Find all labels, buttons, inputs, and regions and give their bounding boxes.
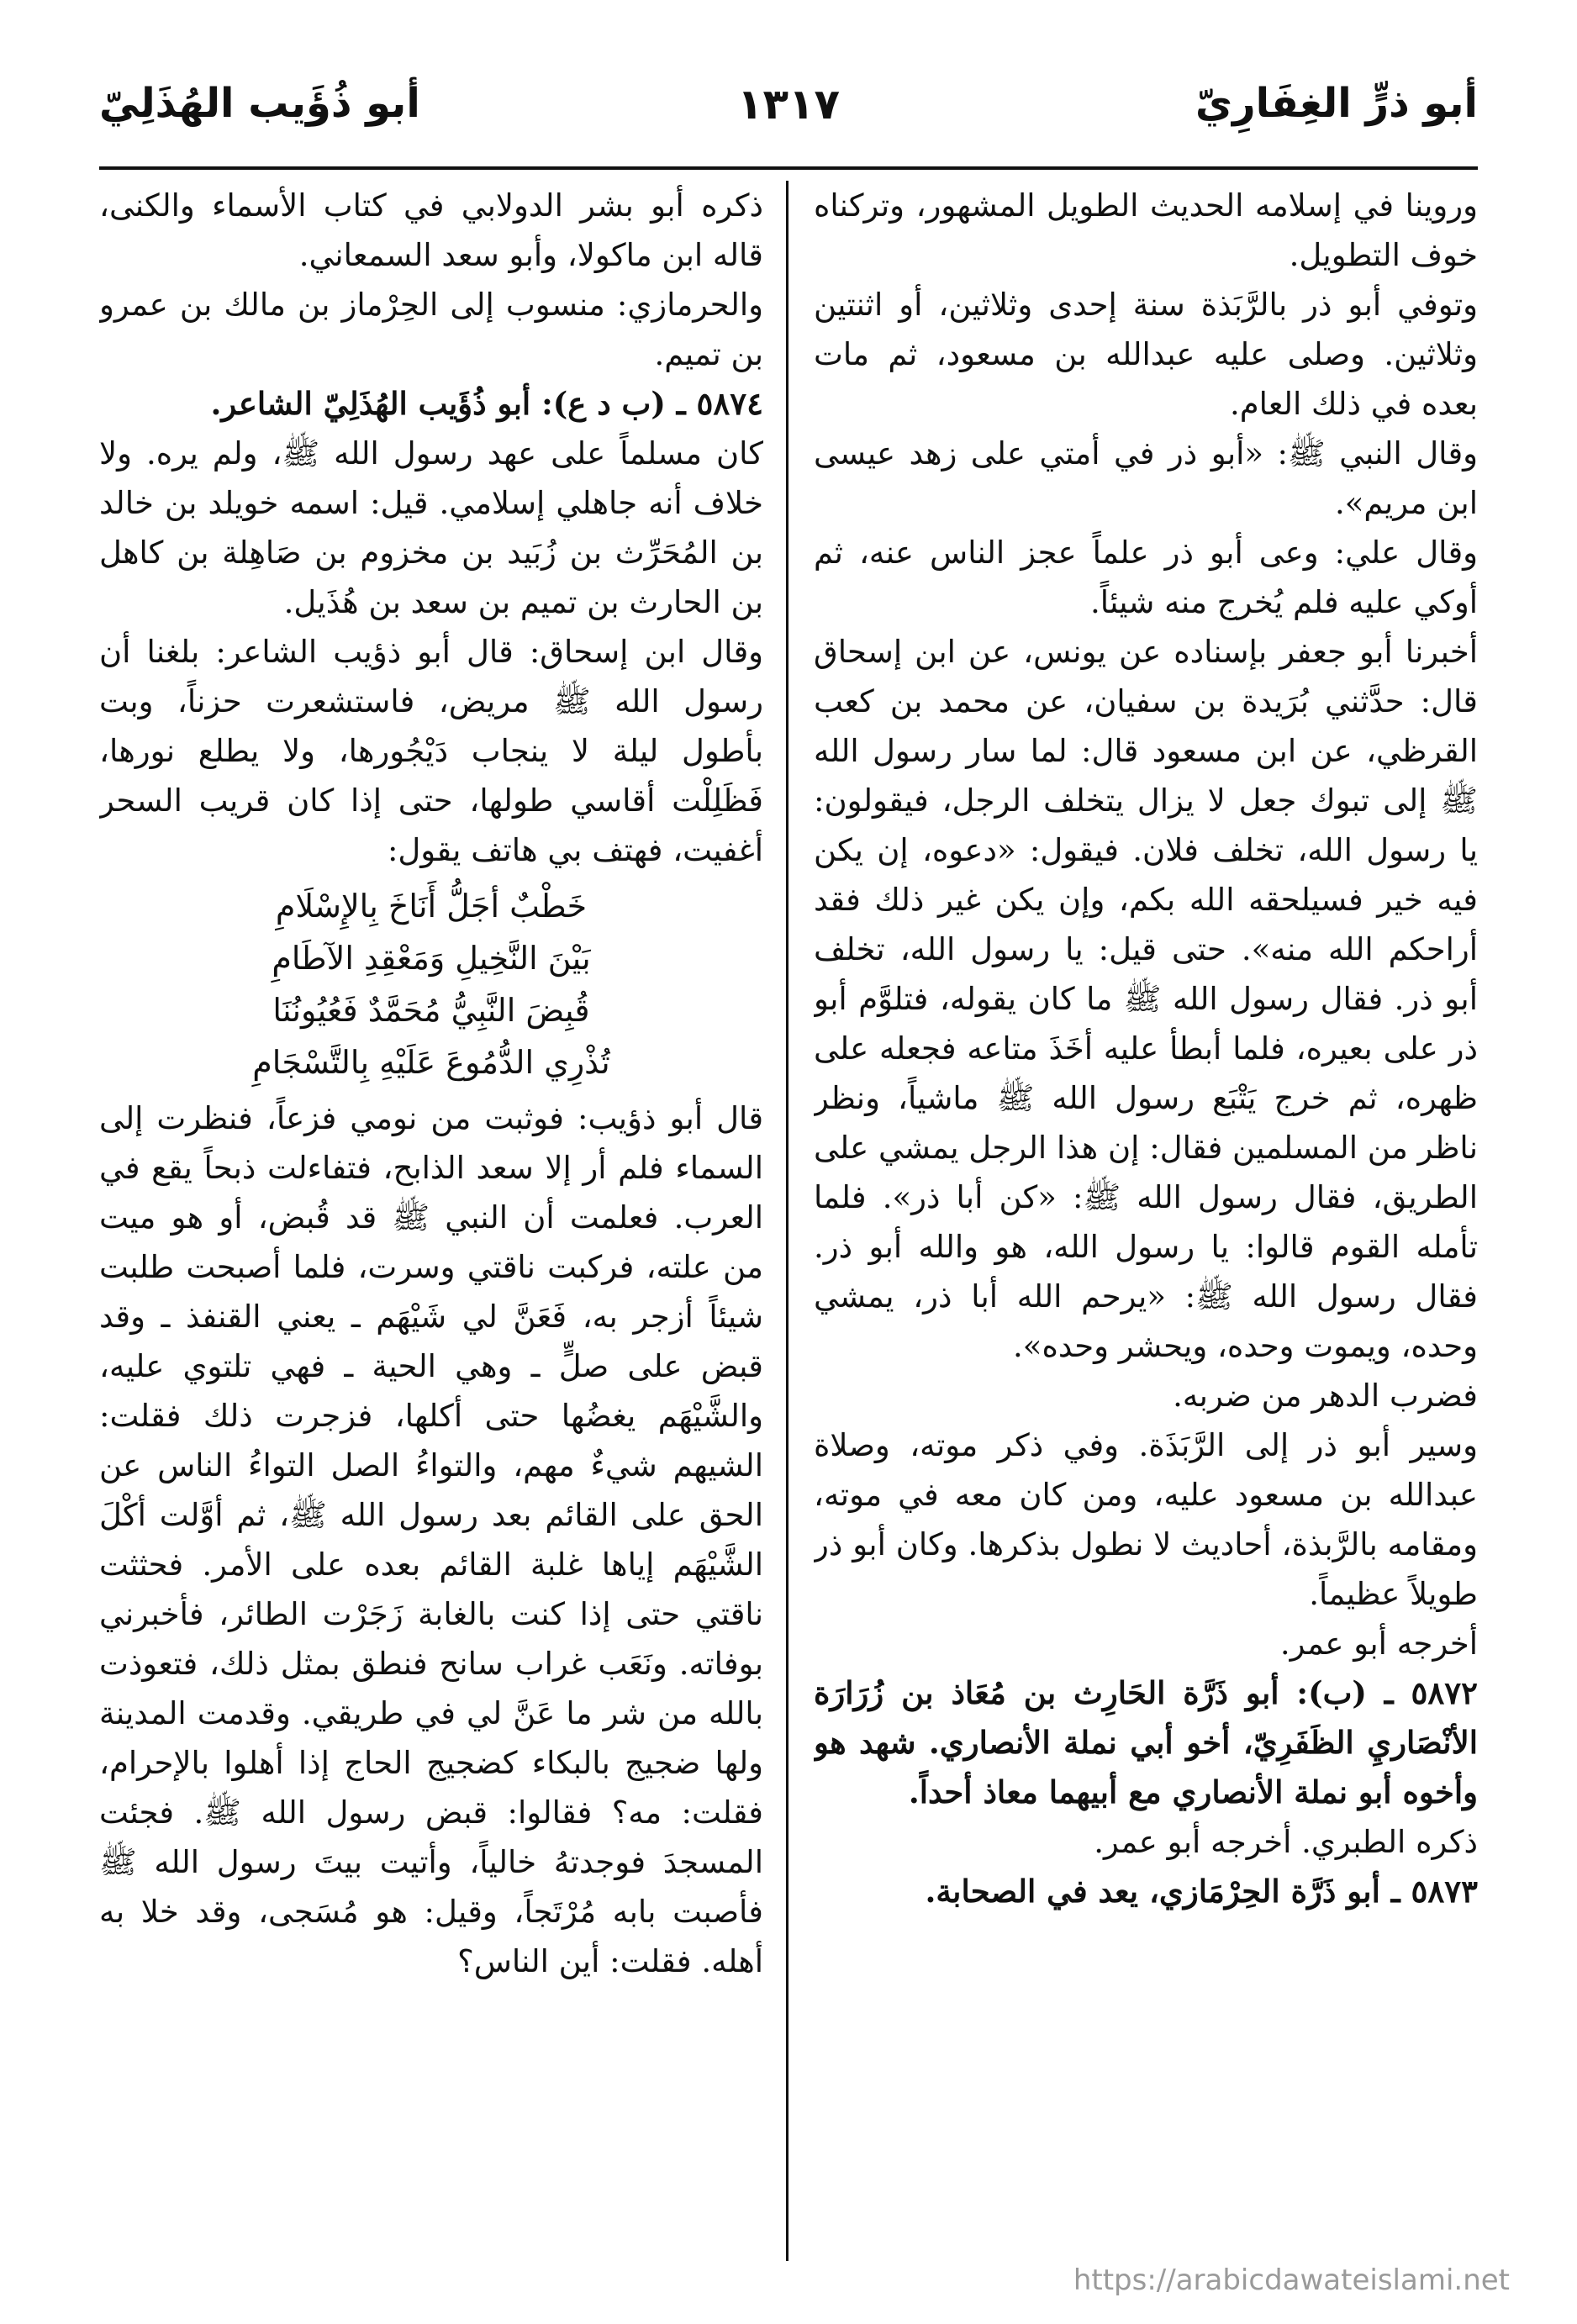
column-divider [786,181,788,2261]
page-number: ١٣١٧ [736,80,841,129]
poem-line: خَطْبٌ أجَلُّ أَنَاخَ بِالإِسْلَامِ [275,888,588,925]
poem-verses [99,880,763,1088]
paragraph: وروينا في إسلامه الحديث الطويل المشهور، وتركناه خوف التطويل. [814,187,1478,273]
paragraph: وقال علي: وعى أبو ذر علماً عجز الناس عنه، ثم أوكي عليه فلم يُخرج منه شيئاً. [814,535,1478,620]
paragraph: فضرب الدهر من ضربه. [1173,1378,1478,1414]
paragraph: أخرجه أبو عمر. [1279,1626,1478,1662]
paragraph: وتوفي أبو ذر بالرَّبَذة سنة إحدى وثلاثين، أو اثنتين وثلاثين. وصلى عليه عبدالله بن مسعود، ثم مات بعده في ذلك العام. [814,287,1478,422]
watermark-url: https://arabicdawateislami.net [1073,2263,1510,2297]
paragraph: قال أبو ذؤيب: فوثبت من نومي فزعاً، فنظرت إلى السماء فلم أر إلا سعد الذابح، فتفاءلت ذبحاً يقع في العرب. فعلمت أن النبي ﷺ قد قُبض، أو هو ميت من علته، فركبت ناقتي وسرت، فلما أصبحت طلبت شيئاً أزجر به، فَعَنَّ لي شَيْهَم ـ يعني القنفذ ـ وقد قبض على صلٍّ ـ وهي الحية ـ فهي تلتوي عليه، والشَّيْهَم يغضُها حتى أكلها، فزجرت ذلك فقلت: الشيهم شيءٌ مهم، والتواءُ الصل التواءُ الناس عن الحق على القائم بعد رسول الله ﷺ، ثم أوَّلت أكْلَ الشَّيْهَم إياها غلبة القائم بعده على الأمر. فحثثت ناقتي حتى إذا كنت بالغابة زَجَرْت الطائر، فأخبرني بوفاته. ونَعَب غراب سانح فنطق بمثل ذلك، فتعوذت بالله من شر ما عَنَّ لي في طريقي. وقدمت المدينة ولها ضجيج بالبكاء كضجيج الحاج إذا أهلوا بالإحرام، فقلت: مه؟ فقالوا: قبض رسول الله ﷺ. فجئت المسجدَ فوجدتهُ خالياً، وأتيت بيتَ رسول الله ﷺ فأصبت بابه مُرْتَجاً، وقيل: هو مُسَجى، وقد خلا به أهله. فقلت: أين الناس؟ [99,1100,763,1979]
paragraph: كان مسلماً على عهد رسول الله ﷺ، ولم يره. ولا خلاف أنه جاهلي إسلامي. قيل: اسمه خويلد بن خالد بن المُحَرِّث بن زُبَيد بن مخزوم بن صَاهِلة بن كاهل بن الحارث بن تميم بن سعد بن هُذَيل. [99,435,763,620]
paragraph: أخبرنا أبو جعفر بإسناده عن يونس، عن ابن إسحاق قال: حدَّثني بُرَيدة بن سفيان، عن محمد بن كعب القرظي، عن ابن مسعود قال: لما سار رسول الله ﷺ إلى تبوك جعل لا يزال يتخلف الرجل، فيقولون: يا رسول الله، تخلف فلان. فيقول: «دعوه، إن يكن فيه خير فسيلحقه الله بكم، وإن يكن غير ذلك فقد أراحكم الله منه». حتى قيل: يا رسول الله، تخلف أبو ذر. فقال رسول الله ﷺ ما كان يقوله، فتلوَّم أبو ذر على بعيره، فلما أبطأ عليه أخَذَ متاعه فجعله على ظهره، ثم خرج يَتْبَع رسول الله ﷺ ماشياً، ونظر ناظر من المسلمين فقال: إن هذا الرجل يمشي على الطريق، فقال رسول الله ﷺ: «كن أبا ذر». فلما تأمله القوم قالوا: يا رسول الله، هو والله أبو ذر. فقال رسول الله ﷺ: «يرحم الله أبا ذر، يمشي وحده، ويموت وحده، ويحشر وحده». [814,634,1478,1364]
running-title-left: أبو ذُؤَيب الهُذَلِيّ [99,80,420,127]
poem-line: بَيْنَ النَّخِيلِ وَمَعْقِدِ الآطَامِ [272,940,591,977]
paragraph: وقال النبي ﷺ: «أبو ذر في أمتي على زهد عيسى ابن مريم». [814,435,1478,521]
poem-line: تُذْرِي الدُّمُوعَ عَلَيْهِ بِالتَّسْجَامِ [252,1044,610,1081]
header-rule [99,166,1478,170]
right-column [814,181,1478,2265]
poem-line: قُبِضَ النَّبِيُّ مُحَمَّدٌ فَعُيُونُنَا [272,992,590,1029]
paragraph: ذكره الطبري. أخرجه أبو عمر. [1094,1824,1478,1860]
paragraph: وقال ابن إسحاق: قال أبو ذؤيب الشاعر: بلغنا أن رسول الله ﷺ مريض، فاستشعرت حزناً، وبت بأطول ليلة لا ينجاب دَيْجُورها، ولا يطلع نورها، فَظَلِلْت أقاسي طولها، حتى إذا كان قريب السحر أغفيت، فهتف بي هاتف يقول: [99,634,763,868]
entry-heading: ٥٨٧٢ ـ (ب): أبو ذَرَّة الحَارِث بن مُعَاذ بن زُرَارَة الأنْصَاريِ الظَفَرِيّ، أخو أبي نملة الأنصاري. شهد هو وأخوه أبو نملة الأنصاري مع أبيهما معاذ أحداً. [814,1674,1478,1810]
paragraph: ذكره أبو بشر الدولابي في كتاب الأسماء والكنى، قاله ابن ماكولا، وأبو سعد السمعاني. [99,187,763,273]
entry-heading: ٥٨٧٤ ـ (ب د ع): أبو ذُؤَيب الهُذَلِيّ الشاعر. [210,385,763,422]
paragraph: والحرمازي: منسوب إلى الحِرْماز بن مالك بن عمرو بن تميم. [99,287,763,372]
paragraph: وسير أبو ذر إلى الرَّبَذَة. وفي ذكر موته، وصلاة عبدالله بن مسعود عليه، ومن كان معه في موته، ومقامه بالرَّبذة، أحاديث لا نطول بذكرها. وكان أبو ذر طويلاً عظيماً. [814,1427,1478,1612]
running-title-right: أبو ذرٍّ الغِفَارِيّ [1195,80,1478,127]
left-column [99,181,763,2265]
entry-heading: ٥٨٧٣ ـ أبو ذَرَّة الحِرْمَازي، يعد في الصحابة. [925,1873,1478,1910]
page-header [99,80,1478,147]
